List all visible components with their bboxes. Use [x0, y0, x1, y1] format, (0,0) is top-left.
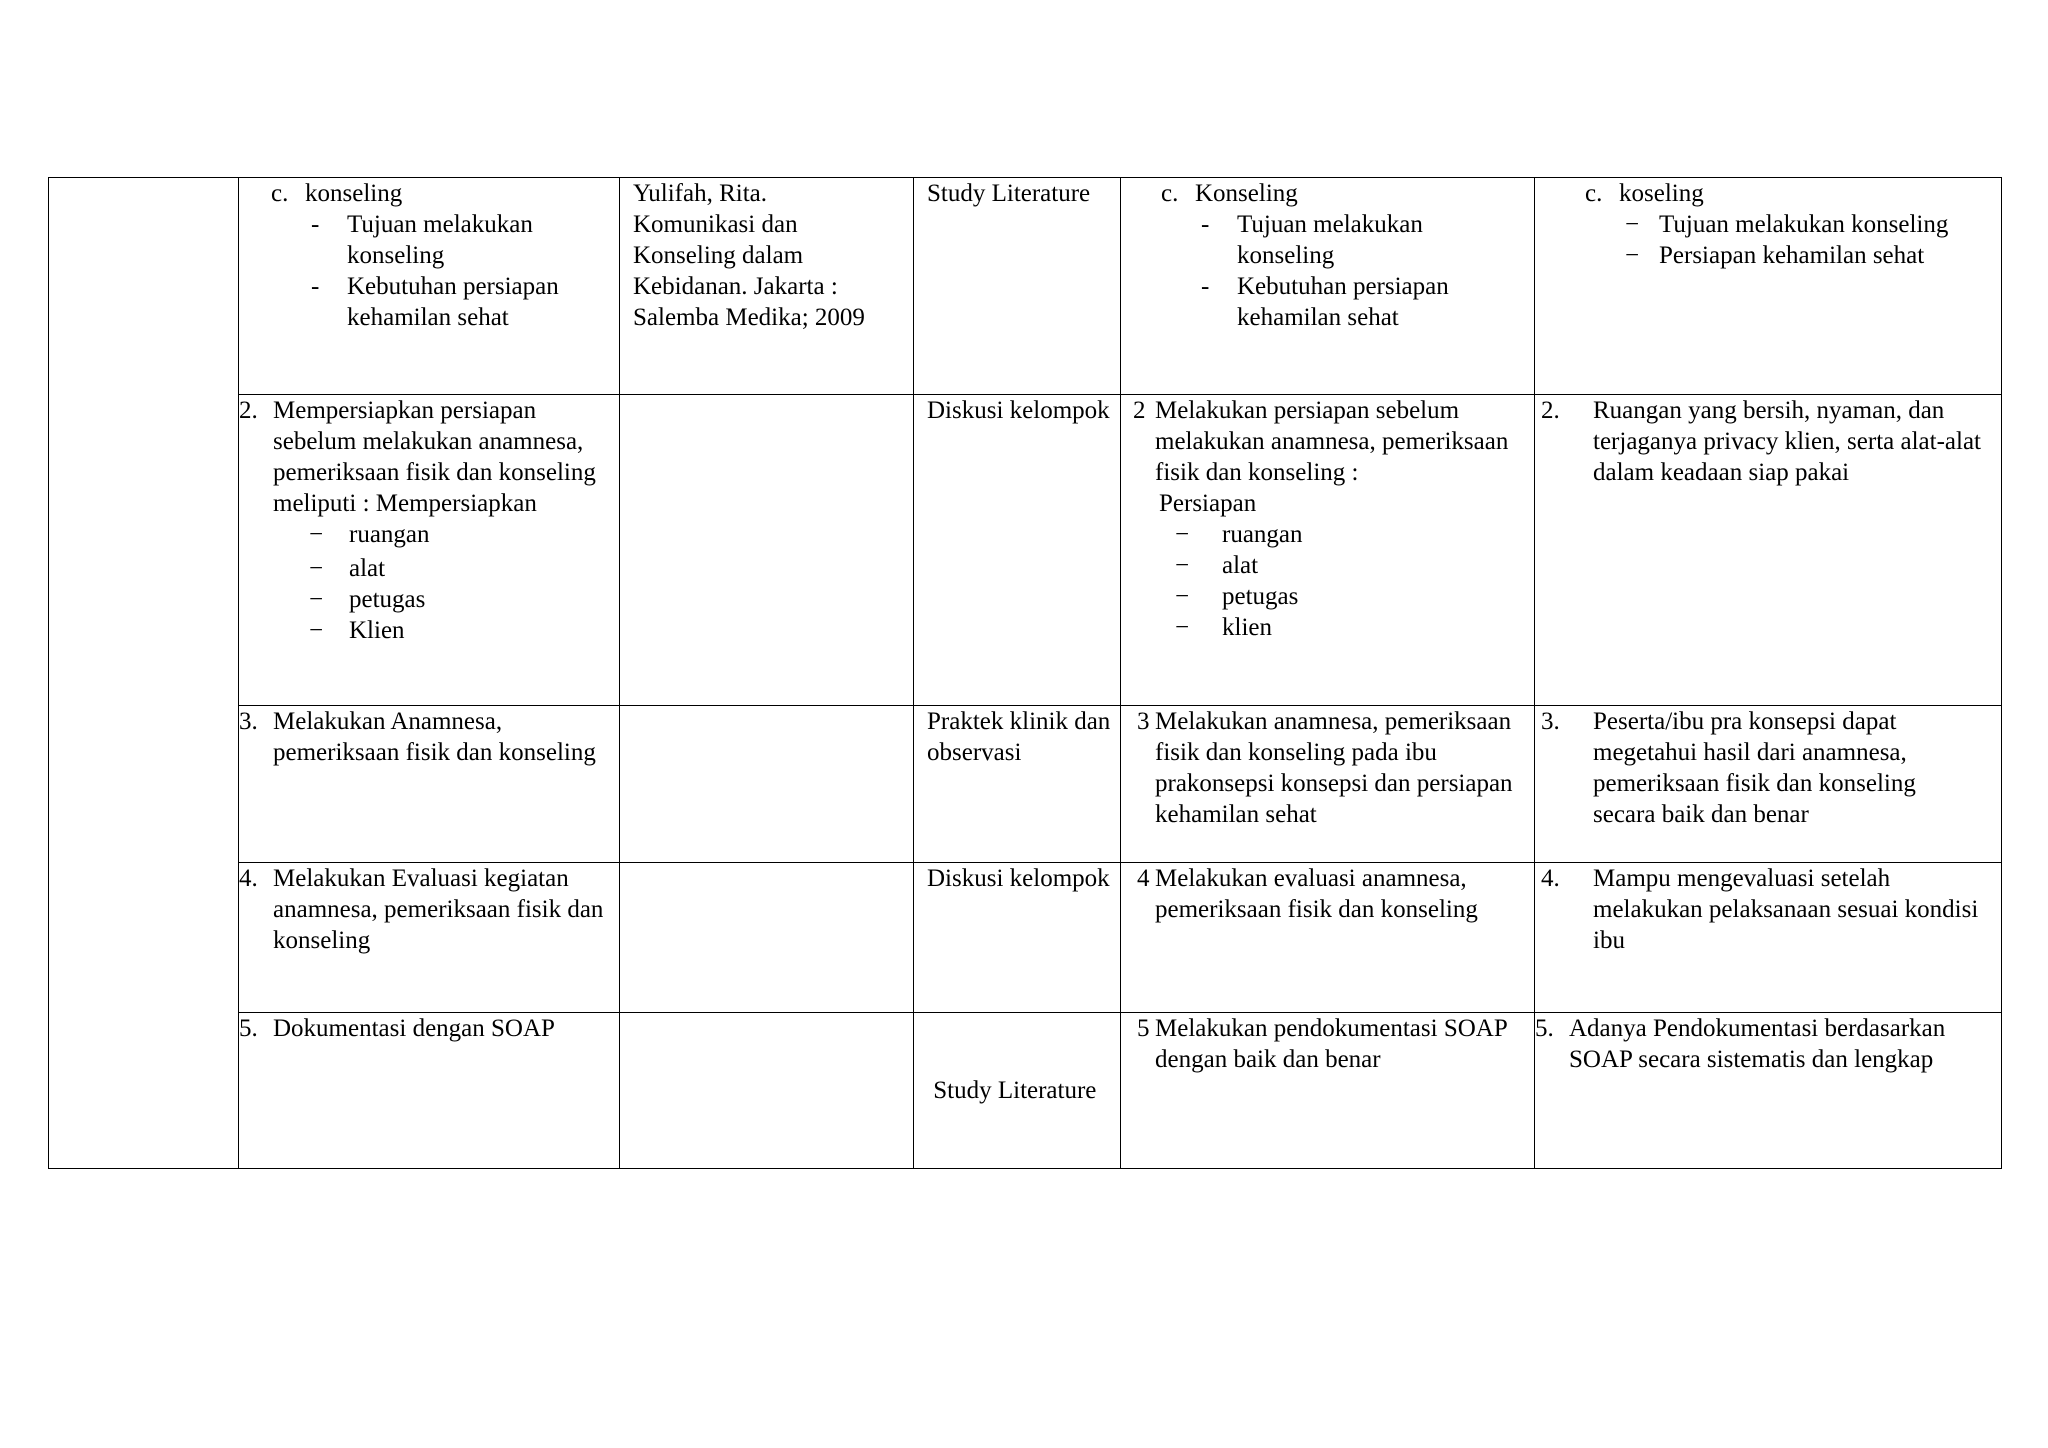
- item-number: 5.: [1535, 1015, 1554, 1042]
- method-text: Study Literature: [927, 180, 1091, 207]
- item-number: 4.: [1541, 865, 1560, 892]
- item-text: Melakukan persiapan sebelum melakukan anamnesa, pemeriksaan fisik dan konseling :: [1155, 397, 1509, 486]
- item-text: Melakukan Evaluasi kegiatan anamnesa, pemeriksaan fisik dan konseling: [273, 865, 604, 954]
- dash-bullet: −: [309, 586, 324, 613]
- item-text: Melakukan anamnesa, pemeriksaan fisik dan konseling pada ibu prakonsepsi konsepsi dan persiapan kehamilan sehat: [1155, 708, 1513, 828]
- lesson-plan-table: [48, 177, 2002, 1169]
- item-title: koseling: [1619, 180, 1704, 207]
- item-text: Mampu mengevaluasi setelah melakukan pelaksanaan sesuai kondisi ibu: [1593, 865, 1979, 954]
- dash-bullet: −: [1625, 242, 1640, 269]
- bullet-text: klien: [1222, 614, 1272, 641]
- item-text: Melakukan evaluasi anamnesa, pemeriksaan fisik dan konseling: [1155, 865, 1478, 923]
- cell-activity: [239, 863, 620, 1013]
- sub-heading: Persiapan: [1159, 490, 1257, 517]
- item-letter: c.: [1161, 180, 1179, 207]
- cell-reference: [620, 706, 914, 863]
- cell-reference: [620, 178, 914, 395]
- dash-bullet: −: [1175, 521, 1190, 548]
- cell-reference: [620, 1013, 914, 1169]
- bullet-text: Kebutuhan persiapan kehamilan sehat: [1237, 273, 1449, 331]
- method-text: Diskusi kelompok: [927, 865, 1110, 892]
- dash-bullet: −: [309, 521, 324, 548]
- item-number: 5: [1137, 1015, 1150, 1042]
- cell-activity: [239, 395, 620, 706]
- bullet-text: alat: [349, 555, 386, 582]
- dash-bullet: −: [1175, 614, 1190, 641]
- cell-reference: [620, 395, 914, 706]
- item-number: 3: [1137, 708, 1150, 735]
- cell-material: [1121, 706, 1535, 863]
- cell-activity: [239, 1013, 620, 1169]
- cell-method: [914, 395, 1121, 706]
- bullet-text: Tujuan melakukan konseling: [347, 211, 533, 269]
- bullet-text: petugas: [349, 586, 426, 613]
- dash-bullet: −: [309, 617, 324, 644]
- item-text: Ruangan yang bersih, nyaman, dan terjaganya privacy klien, serta alat-alat dalam keadaan siap pakai: [1593, 397, 1981, 486]
- item-number: 3.: [239, 708, 258, 735]
- item-number: 2.: [239, 397, 258, 424]
- item-text: Dokumentasi dengan SOAP: [273, 1015, 555, 1042]
- method-text: Praktek klinik dan observasi: [927, 708, 1111, 766]
- item-title: Konseling: [1195, 180, 1298, 207]
- cell-indicator: [1535, 178, 2002, 395]
- cell-material: [1121, 395, 1535, 706]
- bullet-text: Tujuan melakukan konseling: [1659, 211, 1949, 238]
- table-row: [49, 395, 2002, 706]
- bullet-text: Persiapan kehamilan sehat: [1659, 242, 1925, 269]
- bullet-text: Klien: [349, 617, 405, 644]
- cell-material: [1121, 863, 1535, 1013]
- cell-indicator: [1535, 395, 2002, 706]
- item-number: 2.: [1541, 397, 1560, 424]
- item-number: 2: [1133, 397, 1146, 424]
- cell-indicator: [1535, 706, 2002, 863]
- bullet-text: alat: [1222, 552, 1259, 579]
- item-number: 5.: [239, 1015, 258, 1042]
- cell-activity: [239, 706, 620, 863]
- cell-method: [914, 178, 1121, 395]
- dash-bullet: −: [1625, 211, 1640, 238]
- cell-material: [1121, 1013, 1535, 1169]
- item-text: Adanya Pendokumentasi berdasarkan SOAP secara sistematis dan lengkap: [1569, 1015, 1946, 1073]
- bullet-text: ruangan: [1222, 521, 1303, 548]
- table-row: [49, 863, 2002, 1013]
- cell-method: [914, 706, 1121, 863]
- dash-bullet: -: [1201, 211, 1210, 238]
- cell-method: [914, 863, 1121, 1013]
- item-number: 4.: [239, 865, 258, 892]
- dash-bullet: -: [311, 273, 320, 300]
- table-row: [49, 706, 2002, 863]
- table-row: [49, 178, 2002, 395]
- cell-reference: [620, 863, 914, 1013]
- cell-method: [914, 1013, 1121, 1169]
- dash-bullet: −: [309, 555, 324, 582]
- dash-bullet: −: [1175, 552, 1190, 579]
- method-text: Study Literature: [927, 1077, 1097, 1104]
- item-number: 3.: [1541, 708, 1560, 735]
- cell-indicator: [1535, 1013, 2002, 1169]
- method-text: Diskusi kelompok: [927, 397, 1110, 424]
- dash-bullet: -: [311, 211, 320, 238]
- cell-material: [1121, 178, 1535, 395]
- bullet-text: petugas: [1222, 583, 1299, 610]
- blank-first-column: [49, 178, 239, 1169]
- item-number: 4: [1137, 865, 1150, 892]
- bullet-text: Tujuan melakukan konseling: [1237, 211, 1423, 269]
- table-row: [49, 1013, 2002, 1169]
- item-title: konseling: [305, 180, 403, 207]
- item-text: Peserta/ibu pra konsepsi dapat megetahui hasil dari anamnesa, pemeriksaan fisik dan konseling secara baik dan benar: [1593, 708, 1916, 828]
- bullet-text: ruangan: [349, 521, 430, 548]
- bullet-text: Kebutuhan persiapan kehamilan sehat: [347, 273, 559, 331]
- reference-text: Yulifah, Rita. Komunikasi dan Konseling dalam Kebidanan. Jakarta : Salemba Medika; 2009: [633, 180, 865, 331]
- dash-bullet: −: [1175, 583, 1190, 610]
- dash-bullet: -: [1201, 273, 1210, 300]
- cell-activity: [239, 178, 620, 395]
- item-text: Melakukan Anamnesa, pemeriksaan fisik dan konseling: [273, 708, 596, 766]
- item-letter: c.: [271, 180, 289, 207]
- item-text: Melakukan pendokumentasi SOAP dengan baik dan benar: [1155, 1015, 1507, 1073]
- item-text: Mempersiapkan persiapan sebelum melakukan anamnesa, pemeriksaan fisik dan konseling meliputi : Mempersiapkan: [273, 397, 596, 517]
- item-letter: c.: [1585, 180, 1603, 207]
- cell-indicator: [1535, 863, 2002, 1013]
